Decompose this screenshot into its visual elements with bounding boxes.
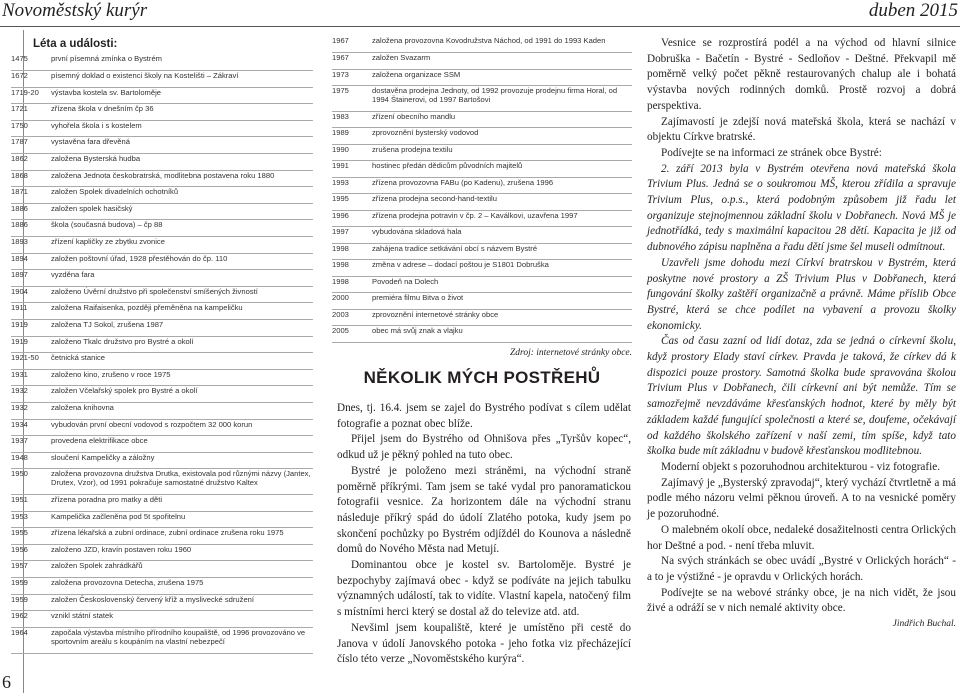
timeline-year: 1919 [11, 336, 51, 353]
timeline-row [11, 627, 313, 653]
article-paragraph: Podívejte se na informaci ze stránek obce Bystré: [661, 146, 882, 159]
timeline-row [11, 104, 313, 121]
timeline-row [332, 260, 632, 277]
article-paragraph: Moderní objekt s pozoruhodnou architekturou - viz fotografie. [661, 460, 940, 473]
timeline-row [332, 161, 632, 178]
timeline-table-continued [332, 36, 632, 343]
timeline-year: 1983 [332, 111, 372, 128]
timeline-event: založen Svazarm [372, 53, 632, 70]
timeline-source: Zdroj: internetové stránky obce. [509, 348, 632, 358]
timeline-row [11, 386, 313, 403]
timeline-year: 1948 [11, 452, 51, 469]
timeline-row [11, 154, 313, 171]
timeline-year: 1787 [11, 137, 51, 154]
timeline-event: zřízena škola v dnešním čp 36 [51, 104, 313, 121]
timeline-row [11, 578, 313, 595]
timeline-year: 1957 [11, 561, 51, 578]
timeline-event: založena provozovna Kovodružstva Náchod, od 1991 do 1993 Kaden [372, 36, 632, 53]
issue-date: duben 2015 [868, 0, 958, 21]
timeline-year: 1967 [332, 53, 372, 70]
article-paragraph: Nevšiml jsem koupaliště, které je umístěno při cestě do Janova v údolí Janovského potoka - jeho fotka viz přecházející číslo této verze „Novoměstského kurýra“. [337, 621, 631, 666]
timeline-year: 2003 [332, 309, 372, 326]
timeline-event: premiéra filmu Bitva o život [372, 293, 632, 310]
timeline-event: písemný doklad o existenci školy na Kostelišti – Zákraví [51, 71, 313, 88]
timeline-row [332, 276, 632, 293]
timeline-year: 1951 [11, 495, 51, 512]
timeline-year: 1993 [332, 177, 372, 194]
timeline-year: 1750 [11, 120, 51, 137]
timeline-row [11, 419, 313, 436]
timeline-year: 1959 [11, 578, 51, 595]
timeline-row [332, 144, 632, 161]
timeline-year: 2005 [332, 326, 372, 343]
timeline-year: 1962 [11, 611, 51, 628]
article-title: NĚKOLIK MÝCH POSTŘEHŮ [363, 368, 601, 387]
timeline-event: založena knihovna [51, 402, 313, 419]
timeline-row [332, 227, 632, 244]
timeline-row [11, 528, 313, 545]
timeline-event: založena Jednota českobratrská, modlitebna postavena roku 1880 [51, 170, 313, 187]
timeline-row [332, 53, 632, 70]
timeline-event: zřízena provozovna FABu (po Kadenu), zrušena 1996 [372, 177, 632, 194]
timeline-row [11, 71, 313, 88]
article-paragraph: Zajímavý je „Bysterský zpravodaj“, který vychází čtvrtletně a má podle mého názoru velmi pěknou úroveň. A to na vesnické poměry je pozoruhodné. [647, 476, 956, 521]
timeline-row [332, 243, 632, 260]
article-column-middle [337, 401, 631, 668]
timeline-year: 1719-20 [11, 87, 51, 104]
timeline-year: 1990 [332, 144, 372, 161]
timeline-year: 1871 [11, 187, 51, 204]
timeline-event: zprovoznění internetové stránky obce [372, 309, 632, 326]
timeline-year: 1475 [11, 54, 51, 71]
timeline-event: založena organizace SSM [372, 69, 632, 86]
timeline-row [11, 270, 313, 287]
timeline-event: vznikl státní statek [51, 611, 313, 628]
timeline-row [332, 86, 632, 112]
timeline-year: 1886 [11, 203, 51, 220]
timeline-year: 1997 [332, 227, 372, 244]
timeline-event: založena TJ Sokol, zrušena 1987 [51, 320, 313, 337]
timeline-year: 1893 [11, 237, 51, 254]
timeline-event: založeno kino, zrušeno v roce 1975 [51, 369, 313, 386]
page-header [0, 0, 960, 24]
article-paragraph: Zajímavostí je zdejší nová mateřská škola, která se nachází v objektu Církve bratrské. [647, 115, 956, 144]
timeline-row [11, 54, 313, 71]
timeline-event: založen Spolek zahrádkářů [51, 561, 313, 578]
timeline-row [11, 402, 313, 419]
timeline-year: 1886 [11, 220, 51, 237]
timeline-event: první písemná zmínka o Bystrém [51, 54, 313, 71]
timeline-event: založeno Úvěrní družstvo při společenství smíšených živností [51, 286, 313, 303]
timeline-event: škola (současná budova) – čp 88 [51, 220, 313, 237]
page-number: 6 [2, 672, 11, 692]
timeline-year: 1975 [332, 86, 372, 112]
timeline-year: 1904 [11, 286, 51, 303]
timeline-event: založena Bysterská hudba [51, 154, 313, 171]
timeline-table [11, 54, 313, 654]
timeline-event: zrušena prodejna textilu [372, 144, 632, 161]
timeline-event: obec má svůj znak a vlajku [372, 326, 632, 343]
timeline-row [332, 210, 632, 227]
timeline-event: provedena elektrifikace obce [51, 436, 313, 453]
timeline-event: vyhořela škola i s kostelem [51, 120, 313, 137]
timeline-row [11, 253, 313, 270]
timeline-row [11, 544, 313, 561]
timeline-row [11, 120, 313, 137]
timeline-year: 1964 [11, 627, 51, 653]
timeline-event: založena provozovna Detecha, zrušena 1975 [51, 578, 313, 595]
timeline-event: založeno JZD, kravín postaven roku 1960 [51, 544, 313, 561]
article-paragraph: O malebném okolí obce, nedaleké dosažitelnosti centra Orlických hor Deštné a pod. - není třeba mluvit. [647, 523, 956, 552]
timeline-event: založen Včelařský spolek pro Bystré a okolí [51, 386, 313, 403]
timeline-year: 1955 [11, 528, 51, 545]
timeline-year: 1995 [332, 194, 372, 211]
timeline-event: založena provozovna družstva Drutka, existovala pod různými názvy (Jantex, Drutex, Vzor), od 1991 pokračuje samostatné družstvo Kaltex [51, 469, 313, 495]
timeline-event: zřízení kapličky ze zbytku zvonice [51, 237, 313, 254]
timeline-event: zřízení obecního mandlu [372, 111, 632, 128]
timeline-event: hostinec předán dědicům původních majitelů [372, 161, 632, 178]
timeline-year: 1897 [11, 270, 51, 287]
newspaper-title: Novoměstský kurýr [2, 0, 148, 21]
timeline-row [11, 286, 313, 303]
timeline-row [332, 293, 632, 310]
timeline-event: založena Raifaisenka, později přeměněna na kampeličku [51, 303, 313, 320]
timeline-year: 1868 [11, 170, 51, 187]
timeline-event: zřízena prodejna second-hand-textilu [372, 194, 632, 211]
timeline-year: 1934 [11, 419, 51, 436]
timeline-event: změna v adrese – dodací poštou je S1801 Dobruška [372, 260, 632, 277]
timeline-row [11, 203, 313, 220]
timeline-year: 1931 [11, 369, 51, 386]
timeline-row [332, 326, 632, 343]
timeline-event: sloučení Kampeličky a záložny [51, 452, 313, 469]
timeline-row [332, 177, 632, 194]
timeline-year: 1911 [11, 303, 51, 320]
timeline-row [11, 511, 313, 528]
timeline-event: založen Spolek divadelních ochotníků [51, 187, 313, 204]
timeline-row [11, 369, 313, 386]
timeline-year: 1956 [11, 544, 51, 561]
timeline-event: založeno Tkalc družstvo pro Bystré a okolí [51, 336, 313, 353]
timeline-row [11, 87, 313, 104]
timeline-year: 1937 [11, 436, 51, 453]
timeline-year: 2000 [332, 293, 372, 310]
timeline-year: 1959 [11, 594, 51, 611]
timeline-event: zřízena prodejna potravin v čp. 2 – Kaválkovi, uzavřena 1997 [372, 210, 632, 227]
timeline-year: 1932 [11, 402, 51, 419]
timeline-event: četnická stanice [51, 353, 313, 370]
timeline-row [332, 111, 632, 128]
timeline-row [11, 436, 313, 453]
timeline-year: 1672 [11, 71, 51, 88]
timeline-year: 1950 [11, 469, 51, 495]
article-paragraph: Vesnice se rozprostírá podél a na východ od hlavní silnice Dobruška - Bačetín - Bystré - Sedloňov - Deštné. Překvapil mě poměrně velký počet pěkně restaurovaných chalup ale i bohatá výstavba nových rodinných domků. Prostě rozvoj a dobrá perspektiva. [647, 37, 956, 112]
timeline-row [332, 69, 632, 86]
timeline-row [11, 452, 313, 469]
timeline-year: 1721 [11, 104, 51, 121]
timeline-event: vystavěna fara dřevěná [51, 137, 313, 154]
timeline-row [332, 36, 632, 53]
timeline-event: Povodeň na Dolech [372, 276, 632, 293]
timeline-row [11, 220, 313, 237]
timeline-row [11, 561, 313, 578]
timeline-row [332, 309, 632, 326]
timeline-event: založen Československý červený kříž a myslivecké sdružení [51, 594, 313, 611]
timeline-title: Léta a události: [33, 38, 118, 50]
timeline-year: 1996 [332, 210, 372, 227]
timeline-event: Kampelička začleněna pod 5t spořitelnu [51, 511, 313, 528]
timeline-event: založen spolek hasičský [51, 203, 313, 220]
timeline-event: zřízena lékařská a zubní ordinace, zubní ordinace zrušena roku 1975 [51, 528, 313, 545]
article-paragraph: Dnes, tj. 16.4. jsem se zajel do Bystrého podívat s cílem udělat fotografie a poznat obec blíže. [337, 402, 631, 430]
timeline-year: 1894 [11, 253, 51, 270]
article-paragraph: Čas od času zazní od lidí dotaz, zda se jedná o církevní školu, když prostory Elady staví církev. Pravda je taková, že církev dá k dispozici pouze prostory. Samotná školka bude spravována školou Trivium Plus v Dobřanech, čili církevní ani být nemůže. Tím se samozřejmě nevzdáváme křesťanských hodnot, které by měly být základem každé fungující společnosti a které se, doufeme, očekávají od každého školského zařízení v naší zemi, tím spíše, když tato školka bude mít základnu v budově křesťanskou modlitebnou. [647, 335, 956, 458]
timeline-row [11, 237, 313, 254]
timeline-row [332, 194, 632, 211]
timeline-event: zřízena poradna pro matky a děti [51, 495, 313, 512]
article-paragraph: Bystré je položeno mezi stráněmi, na východní straně poměrně příkrými. Tam jsem se také vydal pro panoramatickou fotografii vesnice. Za horizontem dále na východní stranu následuje příkrý spád do údolí Zlatého potoka, kudy jsem po skončení pochůzky po Bystrém odjíždél do Kounova a následně domů do Nového Města nad Metují. [337, 464, 631, 556]
timeline-event: dostavěna prodejna Jednoty, od 1992 provozuje prodejnu firma Horal, od 1994 Štainerovi, od 1997 Bartošovi [372, 86, 632, 112]
author-signature: Jindřich Buchal. [892, 619, 956, 630]
timeline-row [11, 353, 313, 370]
timeline-event: vybudována skladová hala [372, 227, 632, 244]
timeline-year: 1862 [11, 154, 51, 171]
timeline-event: vybudován první obecní vodovod s rozpočtem 32 000 korun [51, 419, 313, 436]
timeline-event: vyzděna fara [51, 270, 313, 287]
article-paragraph: Dominantou obce je kostel sv. Bartoloměje. Bystré je bezpochyby zajímavá obec - když se podíváte na jejich tabulku významných událostí, tak to vidíte. Vlastní kapela, natočený film s místními herci který se dostal až do televize atd. atd. [337, 559, 631, 619]
timeline-event: zprovoznění bysterský vodovod [372, 128, 632, 145]
timeline-year: 1998 [332, 260, 372, 277]
timeline-year: 1973 [332, 69, 372, 86]
timeline-row [11, 336, 313, 353]
article-paragraph: Přijel jsem do Bystrého od Ohnišova přes „Tyršův kopec“, odkud už je pěkný pohled na tuto obec. [337, 433, 631, 462]
timeline-year: 1919 [11, 320, 51, 337]
timeline-year: 1921-50 [11, 353, 51, 370]
timeline-row [11, 611, 313, 628]
timeline-year: 1967 [332, 36, 372, 53]
article-paragraph: Podívejte se na webové stránky obce, je na nich vidět, že jsou živé a odráží se v nich nemalé aktivity obce. [647, 586, 956, 615]
timeline-row [11, 495, 313, 512]
article-column-right [647, 36, 956, 633]
timeline-event: výstavba kostela sv. Bartoloměje [51, 87, 313, 104]
timeline-year: 1989 [332, 128, 372, 145]
timeline-row [11, 137, 313, 154]
timeline-row [11, 320, 313, 337]
timeline-year: 1932 [11, 386, 51, 403]
timeline-row [11, 170, 313, 187]
article-paragraph: Uzavřeli jsme dohodu mezi Církví bratrskou v Bystrém, která poskytne nové prostory a ZŠ Trivium Plus v Dobřanech, která fungování školky zaštěří organizačně a právně. Máme příslib Obce Bystré, která se chce podílet na vybavení a provozu školky ekonomicky. [647, 256, 956, 332]
timeline-year: 1998 [332, 276, 372, 293]
header-divider [0, 26, 960, 27]
timeline-year: 1991 [332, 161, 372, 178]
timeline-event: zahájena tradice setkávání obcí s názvem Bystré [372, 243, 632, 260]
timeline-row [11, 469, 313, 495]
timeline-row [11, 303, 313, 320]
timeline-row [11, 187, 313, 204]
timeline-event: založen poštovní úřad, 1928 přestěhován do čp. 110 [51, 253, 313, 270]
timeline-event: započala výstavba místního přírodního koupaliště, od 1996 provozováno ve sportovním areálu s koupáním na vlastní nebezpečí [51, 627, 313, 653]
article-paragraph: Na svých stránkách se obec uvádí „Bystré v Orlických horách“ - a to je výstižné - je opravdu v Orlických horách. [647, 555, 956, 583]
timeline-row [11, 594, 313, 611]
article-paragraph: 2. září 2013 byla v Bystrém otevřena nová mateřská škola Trivium Plus. Jedná se o soukromou MŠ, kterou zřídila a spravuje Trivium Plus, o.p.s., která podobným způsobem již řadu let organizuje stejnojmennou základní školu v Dobřanech. Nová MŠ je jednotřídká, tedy s maximální kapacitou 28 dětí. Kapacita je již od dubnového zápisu naplněna a řadu dětí jsme šel museli odmítnout. [647, 162, 956, 254]
timeline-year: 1998 [332, 243, 372, 260]
timeline-year: 1953 [11, 511, 51, 528]
timeline-row [332, 128, 632, 145]
